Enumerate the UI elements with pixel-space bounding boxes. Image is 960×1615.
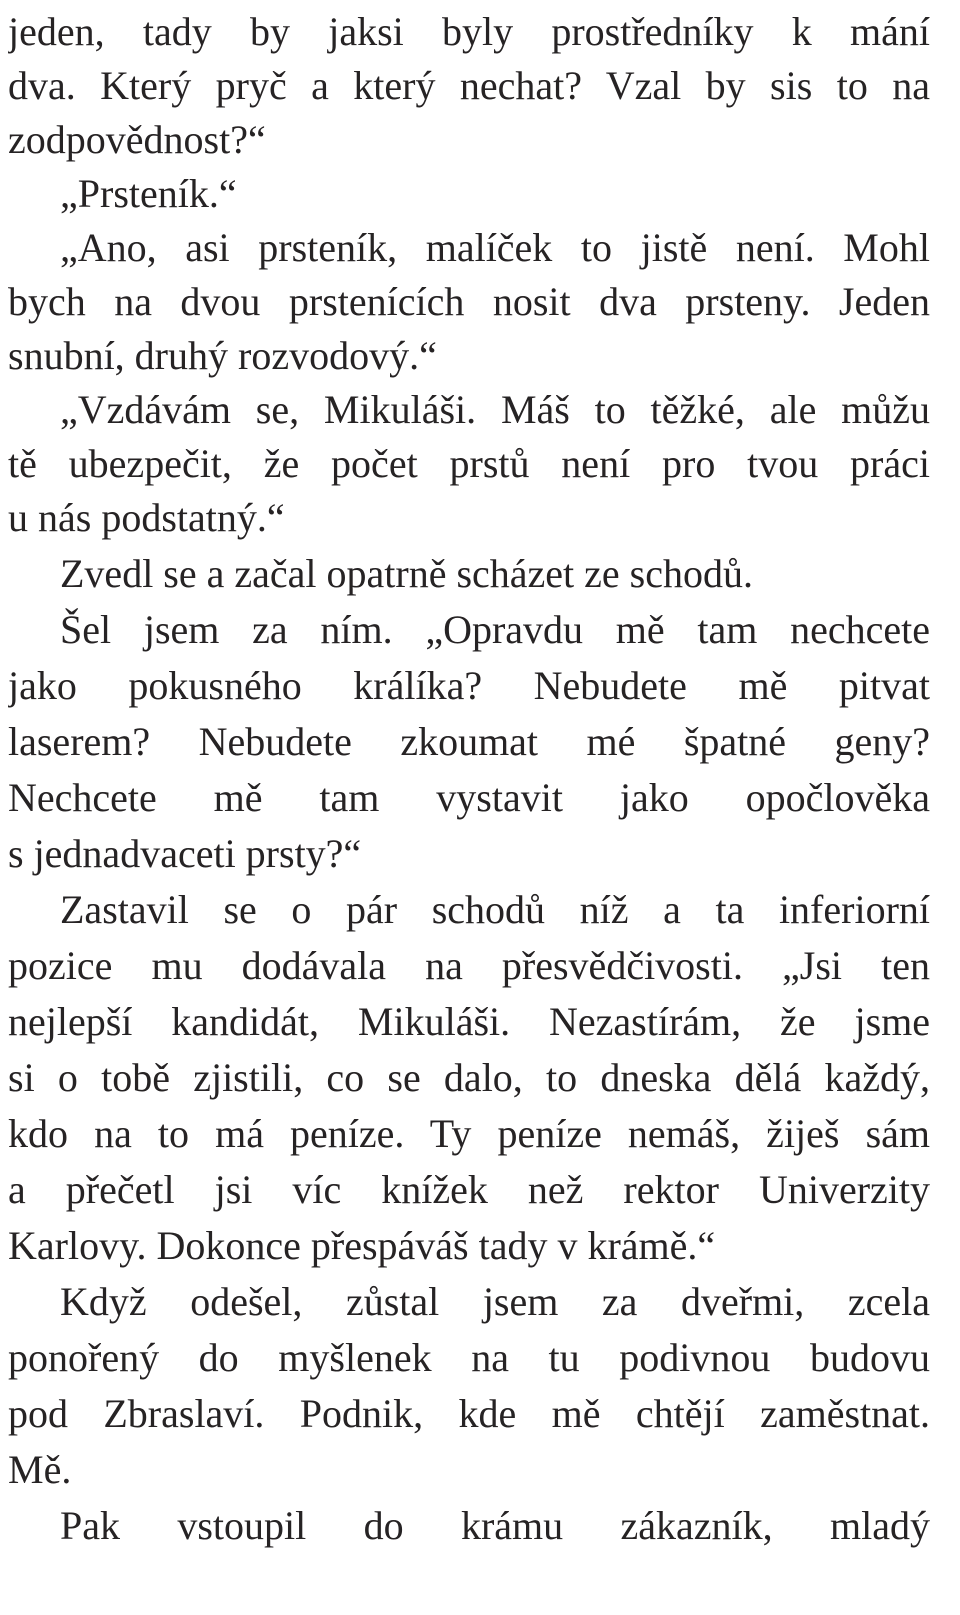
text-line: pozice mu dodávala na přesvědčivosti. „Jsi ten	[8, 943, 930, 988]
text-line: Zvedl se a začal opatrně scházet ze schodů.	[60, 551, 753, 596]
text-line: zodpovědnost?“	[8, 117, 266, 162]
text-line: si o tobě zjistili, co se dalo, to dneska dělá každý,	[8, 1055, 930, 1100]
text-line: Zastavil se o pár schodů níž a ta inferiorní	[60, 887, 930, 932]
text-line: a přečetl jsi víc knížek než rektor Univerzity	[8, 1167, 930, 1212]
text-line: s jednadvaceti prsty?“	[8, 831, 362, 876]
text-line: Když odešel, zůstal jsem za dveřmi, zcela	[60, 1279, 930, 1324]
text-line: dva. Který pryč a který nechat? Vzal by sis to na	[8, 63, 930, 108]
text-line: pod Zbraslaví. Podnik, kde mě chtějí zaměstnat.	[8, 1391, 930, 1436]
text-line: Mě.	[8, 1447, 72, 1492]
text-line: ponořený do myšlenek na tu podivnou budovu	[8, 1335, 930, 1380]
text-line: bych na dvou prstenících nosit dva prsteny. Jeden	[8, 279, 930, 324]
text-line: Karlovy. Dokonce přespáváš tady v krámě.“	[8, 1223, 716, 1268]
text-line: „Ano, asi prsteník, malíček to jistě není. Mohl	[60, 225, 930, 270]
text-line: kdo na to má peníze. Ty peníze nemáš, žiješ sám	[8, 1111, 930, 1156]
text-line: „Prsteník.“	[60, 171, 237, 216]
text-line: nejlepší kandidát, Mikuláši. Nezastírám, že jsme	[8, 999, 930, 1044]
text-line: jeden, tady by jaksi byly prostředníky k mání	[8, 9, 930, 54]
text-line: tě ubezpečit, že počet prstů není pro tvou práci	[8, 441, 930, 486]
text-line: u nás podstatný.“	[8, 495, 285, 540]
text-line: „Vzdávám se, Mikuláši. Máš to těžké, ale můžu	[60, 387, 930, 432]
text-line: snubní, druhý rozvodový.“	[8, 333, 437, 378]
text-line: Pak vstoupil do krámu zákazník, mladý	[60, 1503, 930, 1548]
text-line: laserem? Nebudete zkoumat mé špatné geny?	[8, 719, 930, 764]
text-line: jako pokusného králíka? Nebudete mě pitvat	[8, 663, 930, 708]
text-line: Šel jsem za ním. „Opravdu mě tam nechcete	[60, 607, 930, 652]
text-line: Nechcete mě tam vystavit jako opočlověka	[8, 775, 930, 820]
